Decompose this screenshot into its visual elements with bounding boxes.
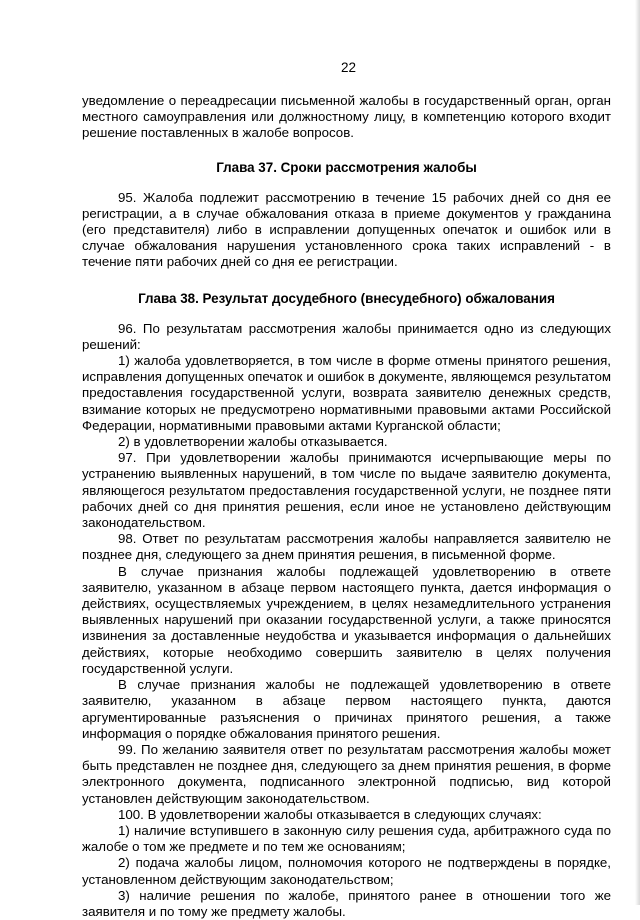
paragraph-96-item-1: 1) жалоба удовлетворяется, в том числе в форме отмены принятого решения, исправления допущенных опечаток и ошибок в документе, являющемся результатом предоставления государственной услуги, возврата заявителю денежных средств, взимание которых не предусмотрено нормативными правовыми актами Российской Федерации, нормативными правовыми актами Курганской области;	[82, 353, 611, 433]
paragraph-95: 95. Жалоба подлежит рассмотрению в течение 15 рабочих дней со дня ее регистрации, а в случае обжалования отказа в приеме документов у гражданина (его представителя) либо в исправлении допущенных опечаток и ошибок или в случае обжалования нарушения установленного срока таких исправлений - в течение пяти рабочих дней со дня ее регистрации.	[82, 189, 611, 270]
chapter-37-heading: Глава 37. Сроки рассмотрения жалобы	[216, 159, 477, 175]
scan-edge-shadow	[635, 0, 640, 905]
paragraph-98: 98. Ответ по результатам рассмотрения жалобы направляется заявителю не позднее дня, следующего за днем принятия решения, в письменной форме.	[82, 531, 611, 563]
paragraph-100: 100. В удовлетворении жалобы отказывается в следующих случаях:	[118, 806, 542, 822]
paragraph-96: 96. По результатам рассмотрения жалобы принимается одно из следующих решений:	[82, 320, 611, 352]
paragraph-98-abzats-3: В случае признания жалобы не подлежащей удовлетворению в ответе заявителю, указанном в абзаце первом настоящего пункта, даются аргументированные разъяснения о причинах принятого решения, а также информация о порядке обжалования принятого решения.	[82, 677, 611, 741]
paragraph-100-item-1: 1) наличие вступившего в законную силу решения суда, арбитражного суда по жалобе о том же предмете и по тем же основаниям;	[82, 822, 611, 855]
paragraph-99: 99. По желанию заявителя ответ по результатам рассмотрения жалобы может быть представлен не позднее дня, следующего за днем принятия решения, в форме электронного документа, подписанного электронной подписью, вид которой установлен действующим законодательством.	[82, 741, 611, 806]
paragraph-100-item-2: 2) подача жалобы лицом, полномочия которого не подтверждены в порядке, установленном действующим законодательством;	[82, 855, 611, 887]
paragraph-98-abzats-2: В случае признания жалобы подлежащей удовлетворению в ответе заявителю, указанном в абзаце первом настоящего пункта, дается информация о действиях, осуществляемых учреждением, в целях незамедлительного устранения выявленных нарушений при оказании государственной услуги, а также приносятся извинения за доставленные неудобства и указывается информация о дальнейших действиях, которые необходимо совершить заявителю в целях получения государственной услуги.	[82, 563, 611, 676]
intro-paragraph: уведомление о переадресации письменной жалобы в государственный орган, орган местного самоуправления или должностному лицу, в компетенцию которого входит решение поставленных в жалобе вопросов.	[82, 93, 611, 141]
paragraph-96-item-2: 2) в удовлетворении жалобы отказывается.	[118, 434, 388, 450]
paragraph-100-item-3: 3) наличие решения по жалобе, принятого ранее в отношении того же заявителя и по тому же предмету жалобы.	[82, 887, 611, 919]
paragraph-97: 97. При удовлетворении жалобы принимаются исчерпывающие меры по устранению выявленных нарушений, в том числе по выдаче заявителю документа, являющегося результатом предоставления государственной услуги, не позднее пяти рабочих дней со дня принятия решения, если иное не установлено действующим законодательством.	[82, 450, 611, 531]
page-number: 22	[340, 60, 357, 75]
chapter-38-heading: Глава 38. Результат досудебного (внесудебного) обжалования	[138, 290, 555, 306]
